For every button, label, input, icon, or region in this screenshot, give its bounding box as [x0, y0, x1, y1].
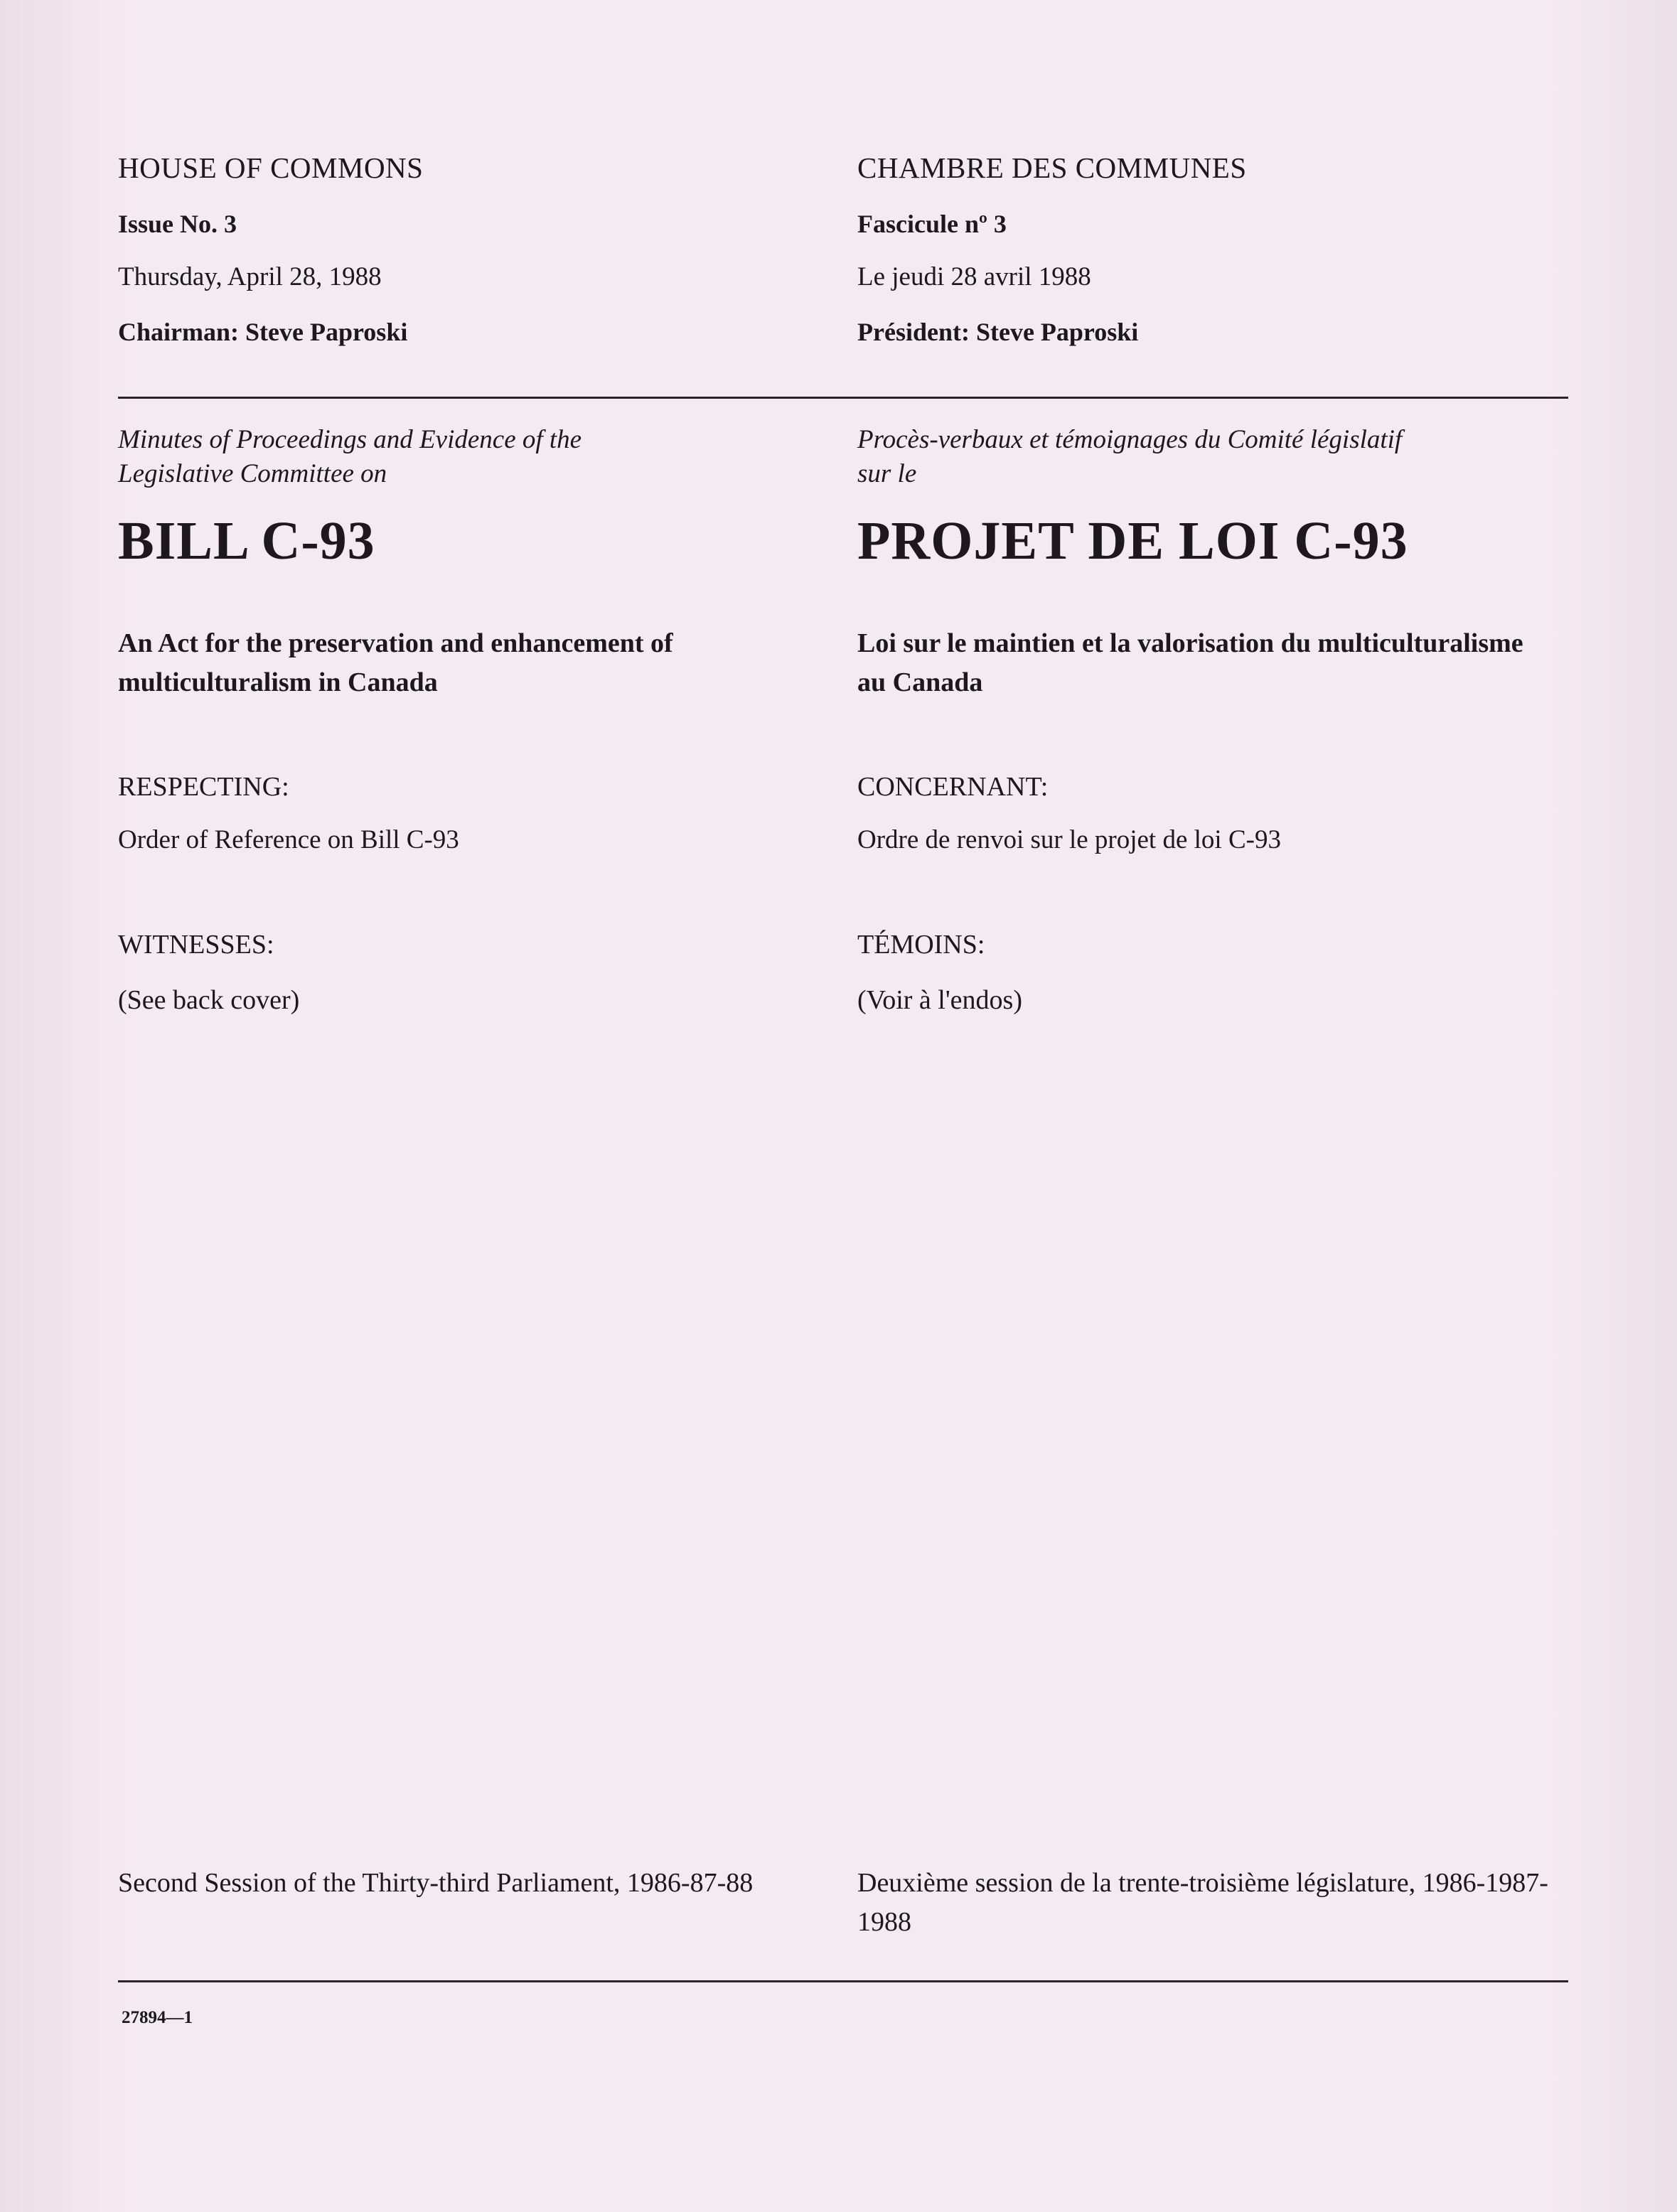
top-divider — [118, 397, 1568, 399]
chairman-fr: Président: Steve Paproski — [857, 318, 1139, 346]
respecting-value: Order of Reference on Bill C-93 — [118, 825, 459, 854]
witnesses-label: WITNESSES: — [118, 930, 274, 960]
witnesses-value: (See back cover) — [118, 985, 300, 1015]
catalog-number: 27894—1 — [122, 2008, 193, 2027]
chairman: Chairman: Steve Paproski — [118, 318, 408, 346]
issue-date: Thursday, April 28, 1988 — [118, 262, 382, 291]
witnesses-label-fr: TÉMOINS: — [857, 930, 985, 960]
witnesses-value-fr: (Voir à l'endos) — [857, 985, 1022, 1015]
bill-title: BILL C-93 — [118, 511, 375, 571]
session-info: Second Session of the Thirty-third Parliament, 1986-87-88 — [118, 1868, 754, 1898]
issue-number: Issue No. 3 — [118, 210, 237, 238]
act-title: An Act for the preservation and enhancement of multiculturalism in Canada — [118, 628, 673, 697]
house-heading: HOUSE OF COMMONS — [118, 151, 424, 184]
respecting-value-fr: Ordre de renvoi sur le projet de loi C-93 — [857, 825, 1281, 854]
issue-date-fr: Le jeudi 28 avril 1988 — [857, 262, 1091, 291]
bill-title-fr: PROJET DE LOI C-93 — [857, 511, 1408, 571]
house-heading-fr: CHAMBRE DES COMMUNES — [857, 151, 1247, 184]
session-info-fr: Deuxième session de la trente-troisième législature, 1986-1987-1988 — [857, 1868, 1548, 1937]
act-title-fr: Loi sur le maintien et la valorisation du multiculturalisme au Canada — [857, 628, 1523, 697]
minutes-title: Minutes of Proceedings and Evidence of the Legislative Committee on — [118, 425, 582, 488]
issue-number-fr: Fascicule nº 3 — [857, 210, 1007, 238]
respecting-label: RESPECTING: — [118, 772, 289, 802]
minutes-title-fr: Procès-verbaux et témoignages du Comité législatif sur le — [857, 425, 1403, 488]
respecting-label-fr: CONCERNANT: — [857, 772, 1049, 802]
bottom-divider — [118, 1980, 1568, 1982]
